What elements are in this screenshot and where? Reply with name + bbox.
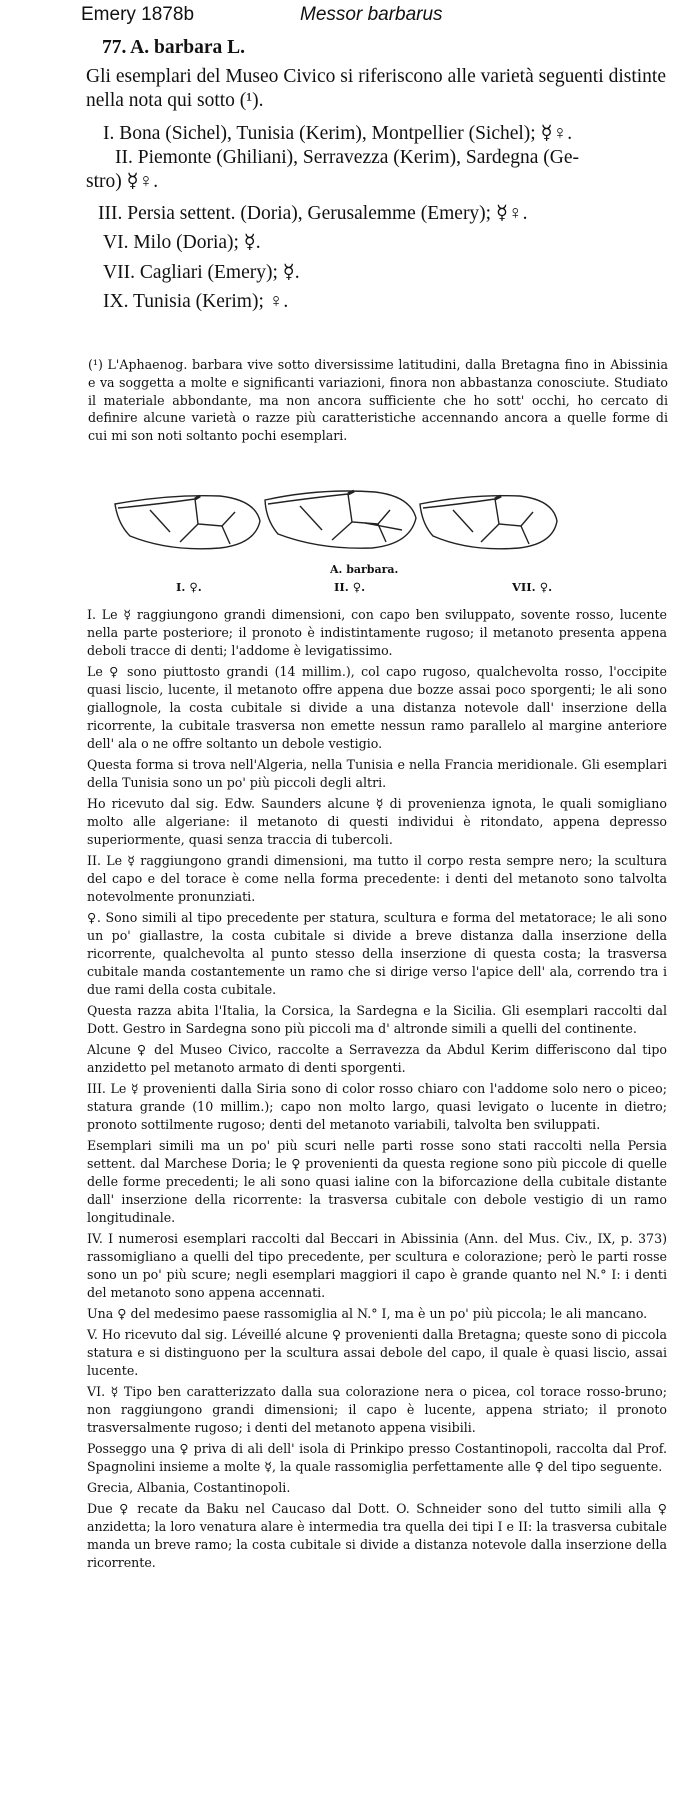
paragraph: Posseggo una ♀ priva di ali dell' isola di Prinkipo presso Costantinopoli, raccolta dal Prof. Spagnolini insieme a molte ☿, la quale rassomiglia perfettamente alle ♀ del tipo seguente.: [87, 1441, 667, 1474]
variety-line: II. Piemonte (Ghiliani), Serravezza (Kerim), Sardegna (Ge-: [115, 147, 580, 168]
variety-line: III. Persia settent. (Doria), Gerusalemme (Emery); ☿♀.: [98, 203, 528, 224]
header-species: Messor barbarus: [300, 4, 443, 25]
paragraph: Una ♀ del medesimo paese rassomiglia al N.° I, ma è un po' più piccola; le ali mancano.: [87, 1306, 648, 1321]
figure-caption-vii: VII. ♀.: [512, 580, 553, 594]
variety-line: I. Bona (Sichel), Tunisia (Kerim), Montpellier (Sichel); ☿♀.: [103, 123, 573, 144]
figure-caption-i: I. ♀.: [176, 580, 202, 594]
paragraph: IV. I numerosi esemplari raccolti dal Beccari in Abissinia (Ann. del Mus. Civ., IX, p. 373) rassomigliano a quelli del tipo precedente, per scultura e colorazione; però le parti rosse sono un po' più scure; negli esemplari maggiori il capo è grande quanto nel N.° I: i denti del metanoto sono appena accennati.: [87, 1231, 667, 1300]
wing-i-illustration: [115, 496, 260, 549]
figure-caption-ii: II. ♀.: [334, 580, 366, 594]
paragraph: I. Le ☿ raggiungono grandi dimensioni, con capo ben sviluppato, sovente rosso, lucente nella parte posteriore; il pronoto è indistintamente rugoso; il metanoto presenta appena deboli tracce di denti; l'addome è levigatissimo.: [87, 607, 667, 658]
wing-vii-illustration: [420, 496, 557, 549]
paragraph: V. Ho ricevuto dal sig. Léveillé alcune ♀ provenienti dalla Bretagna; queste sono di piccola statura e si distinguono per la scultura assai debole del capo, il quale è quasi liscio, assai lucente.: [87, 1327, 667, 1378]
variety-line: VII. Cagliari (Emery); ☿.: [103, 262, 300, 283]
entry-intro: Gli esemplari del Museo Civico si riferiscono alle varietà seguenti distinte nella nota qui sotto (¹).: [86, 66, 666, 111]
variety-line: VI. Milo (Doria); ☿.: [103, 232, 261, 253]
variety-line: IX. Tunisia (Kerim); ♀.: [103, 291, 289, 312]
paragraph: Grecia, Albania, Costantinopoli.: [87, 1480, 291, 1495]
paragraph: Le ♀ sono piuttosto grandi (14 millim.), col capo rugoso, qualchevolta rosso, l'occipite quasi liscio, lucente, il metanoto offre appena due bozze assai poco sporgenti; le ali sono giallognole, la costa cubitale si divide a una distanza notevole dall' inserzione della ricorrente, la cubitale trasversa non emette nessun ramo parallelo al margine anteriore dell' ala o ne offre soltanto un debole vestigio.: [87, 664, 667, 751]
header-citation: Emery 1878b: [81, 4, 195, 25]
paragraph: Due ♀ recate da Baku nel Caucaso dal Dott. O. Schneider sono del tutto simili alla ♀ anzidetta; la loro venatura alare è intermedia tra quella dei tipi I e II: la trasversa cubitale manda un breve ramo; la costa cubitale si divide a distanza notevole dalla inserzione della ricorrente.: [87, 1501, 667, 1570]
paragraph: Alcune ♀ del Museo Civico, raccolte a Serravezza da Abdul Kerim differiscono dal tipo anzidetto pel metanoto armato di denti sporgenti.: [87, 1042, 667, 1075]
paragraph: ♀. Sono simili al tipo precedente per statura, scultura e forma del metatorace; le ali sono un po' giallastre, la costa cubitale si divide a breve distanza dalla inserzione della ricorrente, qualchevolta al punto stesso della inserzione di questa costa; la trasversa cubitale manda costantemente un ramo che si dirige verso l'apice dell' ala, correndo tra i due rami della costa cubitale.: [87, 910, 667, 997]
paragraph: VI. ☿ Tipo ben caratterizzato dalla sua colorazione nera o picea, col torace rosso-bruno; non raggiungono grandi dimensioni; il capo è lucente, appena striato; il pronoto trasversalmente rugoso; i denti del metanoto appena visibili.: [87, 1384, 667, 1435]
entry-title: 77. A. barbara L.: [102, 37, 246, 58]
paragraph: Ho ricevuto dal sig. Edw. Saunders alcune ☿ di provenienza ignota, le quali somigliano molto alle algeriane: il metanoto di questi individui è ritondato, appena depresso superiormente, quasi senza traccia di tubercoli.: [87, 796, 667, 847]
paragraph: Esemplari simili ma un po' più scuri nelle parti rosse sono stati raccolti nella Persia settent. dal Marchese Doria; le ♀ provenienti da questa regione sono più piccole di quelle delle forme precedenti; le ali sono quasi ialine con la biforcazione della cubitale distante dall' inserzione della ricorrente: la trasversa cubitale con debole vestigio di un ramo longitudinale.: [87, 1138, 667, 1225]
paragraph: III. Le ☿ provenienti dalla Siria sono di color rosso chiaro con l'addome solo nero o piceo; statura grande (10 millim.); capo non molto largo, quasi levigato o lucente in dietro; pronoto sottilmente rugoso; denti del metanoto variabili, talvolta ben sviluppati.: [87, 1081, 667, 1132]
wing-ii-illustration: [265, 491, 416, 548]
paragraph: Questa razza abita l'Italia, la Corsica, la Sardegna e la Sicilia. Gli esemplari raccolti dal Dott. Gestro in Sardegna sono più piccoli ma d' altronde simili a quelli del continente.: [87, 1003, 667, 1036]
figure-title: A. barbara.: [330, 563, 399, 576]
paragraph: Questa forma si trova nell'Algeria, nella Tunisia e nella Francia meridionale. Gli esemplari della Tunisia sono un po' più piccoli degli altri.: [87, 757, 667, 790]
footnote: (¹) L'Aphaenog. barbara vive sotto diversissime latitudini, dalla Bretagna fino in Abissinia e va soggetta a molte e significanti variazioni, finora non abbastanza conosciute. Studiato il materiale abbondante, ma non ancora sufficiente che ho sott' occhi, ho cercato di definire alcune varietà o razze più caratteristiche accennando ancora a quelle forme di cui mi son noti soltanto pochi esemplari.: [88, 357, 668, 444]
variety-line: stro) ☿♀.: [86, 171, 159, 192]
main-text: [87, 606, 667, 1575]
paragraph: II. Le ☿ raggiungono grandi dimensioni, ma tutto il corpo resta sempre nero; la scultura del capo e del torace è come nella forma precedente: i denti del metanoto sono talvolta notevolmente pronunziati.: [87, 853, 667, 904]
